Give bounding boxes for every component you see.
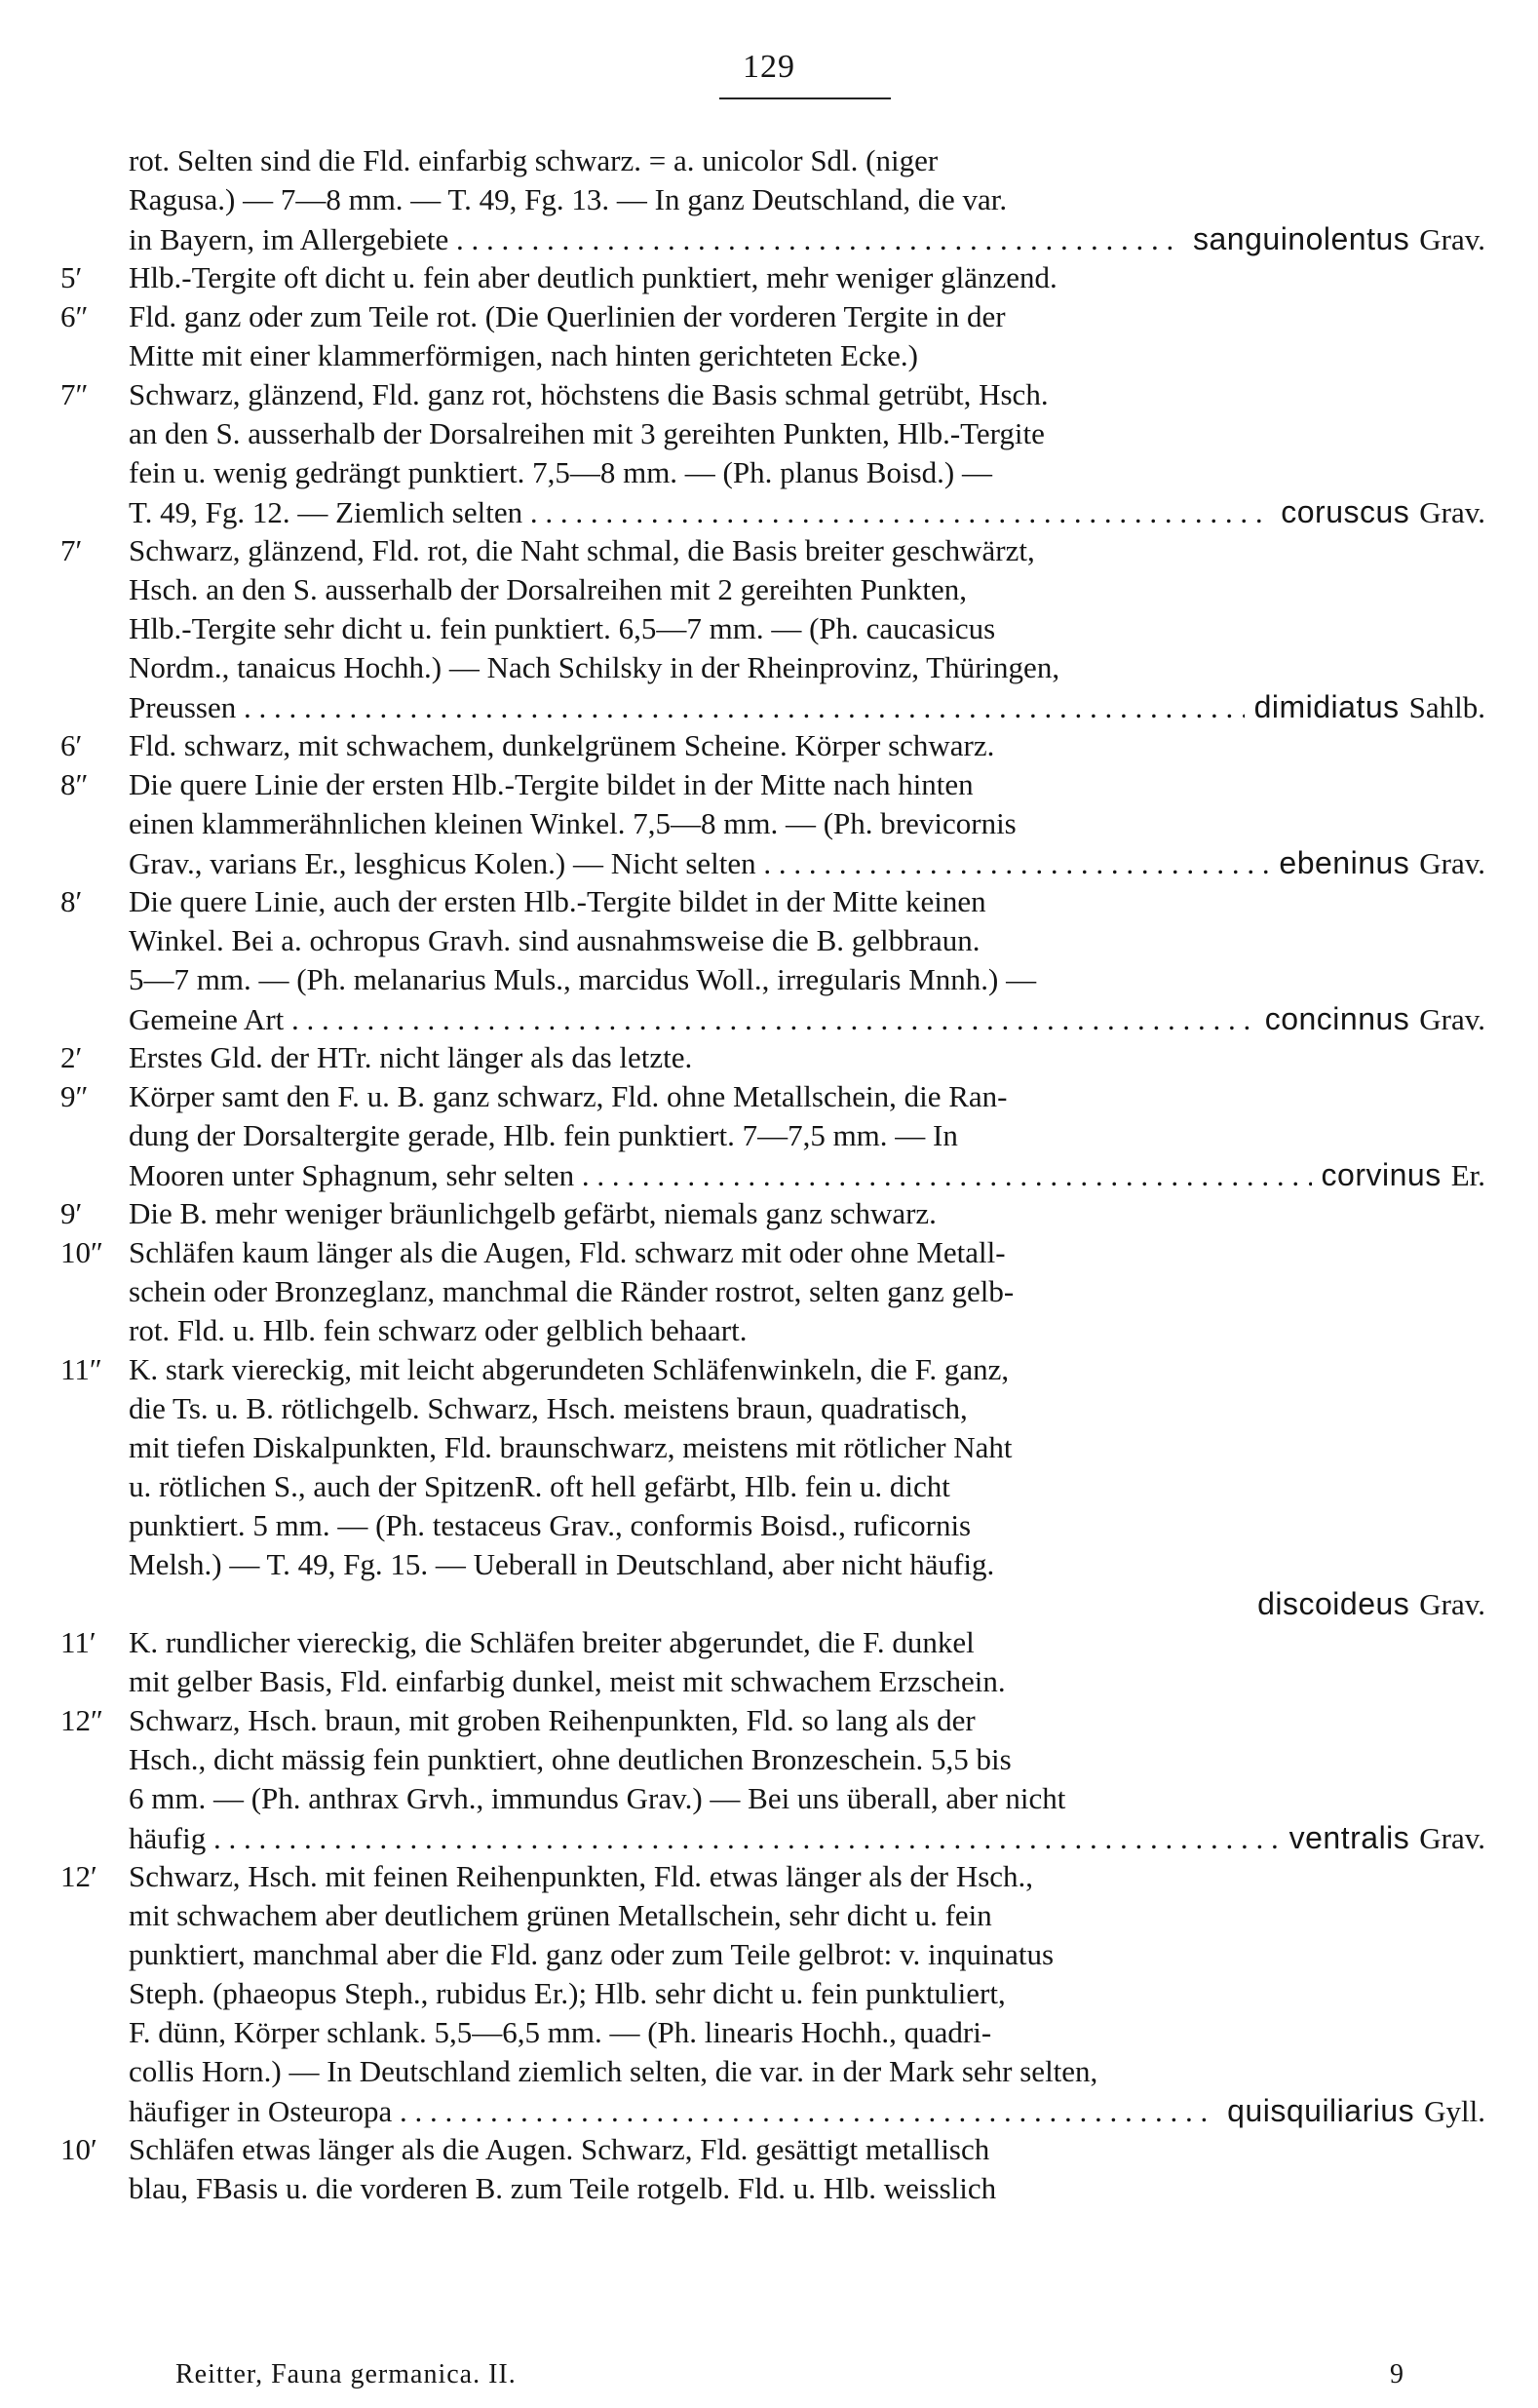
couplet-number: 5′ [60,260,83,294]
line-text: blau, FBasis u. die vorderen B. zum Teile rotgelb. Fld. u. Hlb. weisslich [129,2171,997,2205]
couplet-number: 11′ [60,1625,96,1659]
couplet-number: 8″ [60,767,89,801]
text-line [60,570,1485,609]
text-line [60,1701,1485,1740]
text-line [60,999,1485,1038]
species-author: Er. [1450,1158,1485,1192]
line-text: Die quere Linie, auch der ersten Hlb.-Tergite bildet in der Mitte keinen [129,884,986,918]
text-line [60,1350,1485,1389]
footer-citation: Reitter, Fauna germanica. II. [175,2359,517,2389]
text-line [60,1467,1485,1506]
page-number: 129 [743,49,795,85]
footer-signature: 9 [1390,2359,1403,2389]
species-author: Sahlb. [1408,690,1485,724]
species-name: coruscus [1281,494,1410,529]
couplet-number: 6″ [60,299,89,333]
text-line [60,882,1485,921]
header-rule [719,97,891,99]
line-text: collis Horn.) — In Deutschland ziemlich selten, die var. in der Mark sehr selten, [129,2054,1098,2088]
species-author: Grav. [1419,1002,1485,1036]
line-text: Erstes Gld. der HTr. nicht länger als das letzte. [129,1040,693,1074]
text-line [60,1584,1485,1623]
text-line [60,1155,1485,1194]
text-line [60,1545,1485,1584]
couplet-number: 11″ [60,1352,102,1386]
line-text: schein oder Bronzeglanz, manchmal die Ränder rostrot, selten ganz gelb- [129,1274,1015,1308]
text-line [60,297,1485,336]
line-text: Die B. mehr weniger bräunlichgelb gefärbt, niemals ganz schwarz. [129,1196,937,1230]
text-line [60,414,1485,453]
line-text: punktiert. 5 mm. — (Ph. testaceus Grav., conformis Boisd., ruficornis [129,1508,972,1542]
line-text: häufiger in Osteuropa . . . [129,2092,1217,2131]
couplet-number: 2′ [60,1040,83,1074]
line-text: Schläfen etwas länger als die Augen. Schwarz, Fld. gesättigt metallisch [129,2132,990,2166]
line-text: mit tiefen Diskalpunkten, Fld. braunschwarz, meistens mit rötlicher Naht [129,1430,1013,1464]
line-text: Nordm., tanaicus Hochh.) — Nach Schilsky in der Rheinprovinz, Thüringen, [129,650,1060,684]
text-line [60,453,1485,492]
text-line [60,219,1485,258]
line-text: Mooren unter Sphagnum, sehr selten . . . [129,1156,1312,1195]
line-text: Winkel. Bei a. ochropus Gravh. sind ausnahmsweise die B. gelbbraun. [129,923,980,957]
line-text: Fld. schwarz, mit schwachem, dunkelgrünem Scheine. Körper schwarz. [129,728,995,762]
text-line [60,1818,1485,1857]
line-text: Hlb.-Tergite sehr dicht u. fein punktiert. 6,5—7 mm. — (Ph. caucasicus [129,611,996,645]
couplet-number: 12′ [60,1859,97,1893]
line-text: Schwarz, glänzend, Fld. ganz rot, höchstens die Basis schmal getrübt, Hsch. [129,377,1049,411]
text-line [60,1662,1485,1701]
text-line [60,1740,1485,1779]
text-line [60,843,1485,882]
text-line [60,921,1485,960]
couplet-number: 12″ [60,1703,103,1737]
text-line [60,1857,1485,1896]
line-text: F. dünn, Körper schlank. 5,5—6,5 mm. — (Ph. linearis Hochh., quadri- [129,2015,992,2049]
line-text: rot. Selten sind die Fld. einfarbig schwarz. = a. unicolor Sdl. (niger [129,143,939,177]
text-line [60,1623,1485,1662]
line-text: die Ts. u. B. rötlichgelb. Schwarz, Hsch. meistens braun, quadratisch, [129,1391,968,1425]
line-text: an den S. ausserhalb der Dorsalreihen mit 3 gereihten Punkten, Hlb.-Tergite [129,416,1045,450]
text-line [60,1506,1485,1545]
text-line [60,1038,1485,1077]
text-line [60,1935,1485,1974]
couplet-number: 10′ [60,2132,97,2166]
text-line [60,648,1485,687]
couplet-number: 7′ [60,533,83,567]
line-text: häufig . . . [129,1819,1280,1858]
line-text: Grav., varians Er., lesghicus Kolen.) — Nicht selten . . . [129,844,1269,883]
text-line [60,2052,1485,2091]
line-text: einen klammerähnlichen kleinen Winkel. 7,5—8 mm. — (Ph. brevicornis [129,806,1017,840]
line-text: 5—7 mm. — (Ph. melanarius Muls., marcidus Woll., irregularis Mnnh.) — [129,962,1037,996]
text-line [60,1974,1485,2013]
key-text [60,141,1485,2208]
text-line [60,2091,1485,2130]
couplet-number: 9′ [60,1196,83,1230]
couplet-number: 8′ [60,884,83,918]
line-text: Melsh.) — T. 49, Fg. 15. — Ueberall in Deutschland, aber nicht häufig. [129,1547,995,1581]
species-author: Grav. [1419,1821,1485,1855]
text-line [60,765,1485,804]
text-line [60,1896,1485,1935]
line-text: punktiert, manchmal aber die Fld. ganz oder zum Teile gelbrot: v. inquinatus [129,1937,1055,1971]
line-text: Schwarz, Hsch. braun, mit groben Reihenpunkten, Fld. so lang als der [129,1703,976,1737]
couplet-number: 7″ [60,377,89,411]
line-text: Schwarz, glänzend, Fld. rot, die Naht schmal, die Basis breiter geschwärzt, [129,533,1035,567]
couplet-number: 10″ [60,1235,103,1269]
species-name: ventralis [1288,1820,1410,1855]
species-name: concinnus [1264,1001,1410,1036]
line-text: Hsch., dicht mässig fein punktiert, ohne deutlichen Bronzeschein. 5,5 bis [129,1742,1012,1776]
text-line [60,180,1485,219]
line-text: K. rundlicher viereckig, die Schläfen breiter abgerundet, die F. dunkel [129,1625,975,1659]
species-author: Gyll. [1424,2094,1485,2128]
species-author: Grav. [1419,1587,1485,1621]
line-text: K. stark viereckig, mit leicht abgerundeten Schläfenwinkeln, die F. ganz, [129,1352,1010,1386]
line-text: Hlb.-Tergite oft dicht u. fein aber deutlich punktiert, mehr weniger glänzend. [129,260,1057,294]
species-author: Grav. [1419,495,1485,529]
species-name: quisquiliarius [1227,2093,1415,2128]
text-line [60,141,1485,180]
line-text: 6 mm. — (Ph. anthrax Grvh., immundus Grav.) — Bei uns überall, aber nicht [129,1781,1066,1815]
species-name: sanguinolentus [1193,221,1410,256]
line-text: dung der Dorsaltergite gerade, Hlb. fein punktiert. 7—7,5 mm. — In [129,1118,958,1152]
species-name: corvinus [1321,1157,1442,1192]
text-line [60,2130,1485,2169]
line-text: mit gelber Basis, Fld. einfarbig dunkel, meist mit schwachem Erzschein. [129,1664,1006,1698]
line-text: u. rötlichen S., auch der SpitzenR. oft hell gefärbt, Hlb. fein u. dicht [129,1469,950,1503]
text-line [60,258,1485,297]
text-line [60,687,1485,726]
text-line [60,1194,1485,1233]
page-footer [175,2359,1403,2390]
species-author: Grav. [1419,846,1485,880]
line-text: Ragusa.) — 7—8 mm. — T. 49, Fg. 13. — In ganz Deutschland, die var. [129,182,1008,216]
text-line [60,1779,1485,1818]
text-line [60,726,1485,765]
text-line [60,2169,1485,2208]
line-text: T. 49, Fg. 12. — Ziemlich selten . . . [129,493,1271,532]
line-text: Gemeine Art . . . [129,1000,1255,1039]
line-text: in Bayern, im Allergebiete . . . [129,220,1183,259]
text-line [60,960,1485,999]
line-text: Steph. (phaeopus Steph., rubidus Er.); Hlb. sehr dicht u. fein punktuliert, [129,1976,1006,2010]
line-text: Fld. ganz oder zum Teile rot. (Die Querlinien der vorderen Tergite in der [129,299,1006,333]
text-line [60,609,1485,648]
line-text: fein u. wenig gedrängt punktiert. 7,5—8 mm. — (Ph. planus Boisd.) — [129,455,992,489]
text-line [60,492,1485,531]
line-text: Körper samt den F. u. B. ganz schwarz, Fld. ohne Metallschein, die Ran- [129,1079,1008,1113]
species-author: Grav. [1419,222,1485,256]
text-line [60,1272,1485,1311]
text-line [60,1428,1485,1467]
text-line [60,1077,1485,1116]
line-text: mit schwachem aber deutlichem grünen Metallschein, sehr dicht u. fein [129,1898,992,1932]
line-text: Schwarz, Hsch. mit feinen Reihenpunkten, Fld. etwas länger als der Hsch., [129,1859,1034,1893]
species-name: ebeninus [1279,845,1410,880]
text-line [60,531,1485,570]
line-text: Die quere Linie der ersten Hlb.-Tergite bildet in der Mitte nach hinten [129,767,974,801]
text-line [60,804,1485,843]
text-line [60,1233,1485,1272]
species-name: discoideus [1257,1586,1410,1621]
text-line [60,336,1485,375]
couplet-number: 9″ [60,1079,89,1113]
text-line [60,1311,1485,1350]
line-text: rot. Fld. u. Hlb. fein schwarz oder gelblich behaart. [129,1313,748,1347]
line-text: Hsch. an den S. ausserhalb der Dorsalreihen mit 2 gereihten Punkten, [129,572,968,606]
line-text: Mitte mit einer klammerförmigen, nach hinten gerichteten Ecke.) [129,338,918,372]
text-line [60,375,1485,414]
line-text: Preussen . . . [129,688,1245,727]
text-line [60,1116,1485,1155]
species-name: dimidiatus [1253,689,1400,724]
text-line [60,2013,1485,2052]
line-text: Schläfen kaum länger als die Augen, Fld. schwarz mit oder ohne Metall- [129,1235,1006,1269]
text-line [60,1389,1485,1428]
couplet-number: 6′ [60,728,83,762]
